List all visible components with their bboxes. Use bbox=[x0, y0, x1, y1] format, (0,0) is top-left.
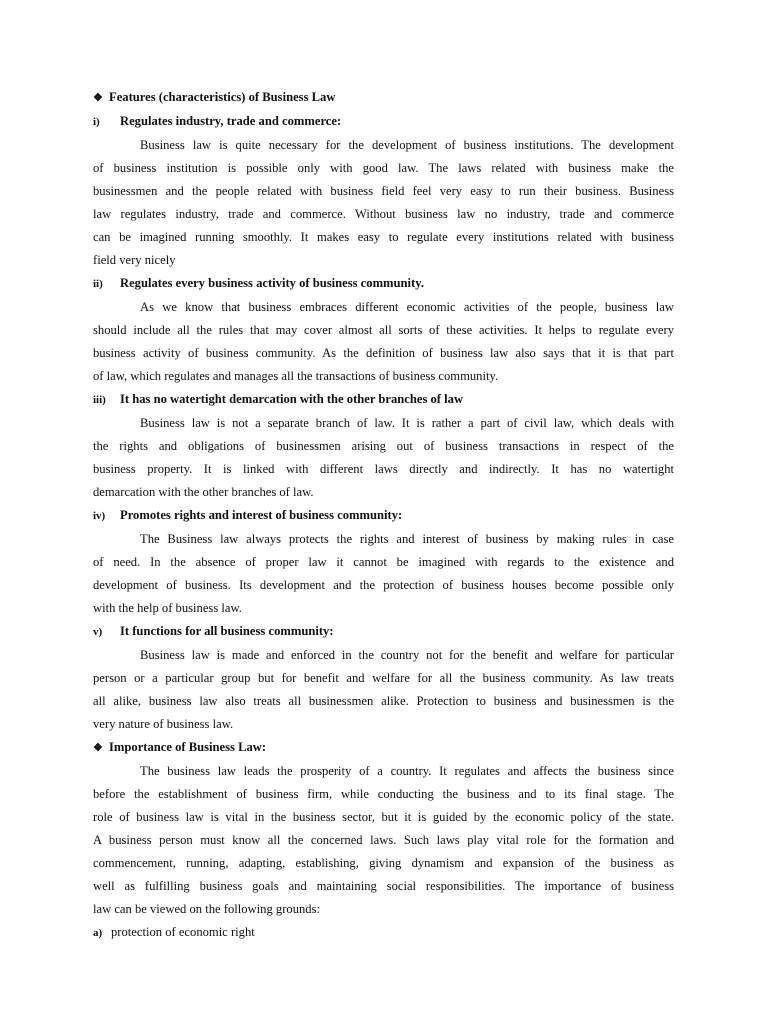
paragraph-line: all alike, business law also treats all businessmen alike. Protection to business and businessmen is the bbox=[93, 694, 674, 708]
paragraph-line: with the help of business law. bbox=[93, 601, 242, 615]
paragraph-line: development of business. Its development and the protection of business houses become possible only bbox=[93, 578, 674, 592]
paragraph-line: well as fulfilling business goals and maintaining social responsibilities. The importance of business bbox=[93, 879, 674, 893]
importance-paragraph bbox=[93, 760, 674, 921]
paragraph-line: the rights and obligations of businessmen arising out of business transactions in respect of the bbox=[93, 439, 674, 453]
section-title-text: Features (characteristics) of Business Law bbox=[109, 90, 336, 104]
paragraph-line: As we know that business embraces different economic activities of the people, business law bbox=[140, 300, 674, 314]
paragraph-line: The business law leads the prosperity of a country. It regulates and affects the business since bbox=[140, 764, 674, 778]
feature-heading-text: It functions for all business community: bbox=[120, 624, 334, 638]
paragraph-line: Business law is quite necessary for the development of business institutions. The development bbox=[140, 138, 674, 152]
feature-heading bbox=[93, 388, 674, 412]
paragraph-line: Business law is made and enforced in the country not for the benefit and welfare for particular bbox=[140, 648, 674, 662]
feature-number: ii) bbox=[93, 278, 103, 290]
paragraph-line: commencement, running, adapting, establishing, giving dynamism and expansion of the business as bbox=[93, 856, 674, 870]
paragraph-line: Business law is not a separate branch of law. It is rather a part of civil law, which deals with bbox=[140, 416, 674, 430]
paragraph-line: role of business law is vital in the business sector, but it is guided by the economic policy of the state. bbox=[93, 810, 674, 824]
feature-number: iv) bbox=[93, 510, 106, 522]
paragraph-line: The Business law always protects the rights and interest of business by making rules in case bbox=[140, 532, 674, 546]
feature-paragraph bbox=[93, 296, 674, 388]
list-item-text: protection of economic right bbox=[111, 925, 255, 939]
paragraph-line: business activity of business community. As the definition of business law also says that it is that part bbox=[93, 346, 674, 360]
feature-number: i) bbox=[93, 116, 100, 128]
feature-paragraph bbox=[93, 412, 674, 504]
diamond-bullet-icon: ❖ bbox=[93, 92, 103, 104]
document-content bbox=[93, 86, 674, 945]
list-item bbox=[93, 921, 674, 945]
feature-number: iii) bbox=[93, 394, 106, 406]
paragraph-line: person or a particular group but for benefit and welfare for all the business community. As law treats bbox=[93, 671, 674, 685]
feature-heading bbox=[93, 504, 674, 528]
feature-heading-text: Regulates industry, trade and commerce: bbox=[120, 114, 342, 128]
paragraph-line: should include all the rules that may cover almost all sorts of these activities. It helps to regulate every bbox=[93, 323, 674, 337]
feature-paragraph bbox=[93, 528, 674, 620]
paragraph-line: law regulates industry, trade and commerce. Without business law no industry, trade and commerce bbox=[93, 207, 674, 221]
paragraph-line: very nature of business law. bbox=[93, 717, 234, 731]
feature-heading-text: Promotes rights and interest of business community: bbox=[120, 508, 403, 522]
paragraph-line: demarcation with the other branches of law. bbox=[93, 485, 314, 499]
importance-heading-text: Importance of Business Law: bbox=[109, 740, 267, 754]
importance-heading bbox=[93, 736, 674, 760]
diamond-bullet-icon: ❖ bbox=[93, 742, 103, 754]
paragraph-line: law can be viewed on the following grounds: bbox=[93, 902, 320, 916]
feature-heading-text: Regulates every business activity of business community. bbox=[120, 276, 425, 290]
feature-number: v) bbox=[93, 626, 103, 638]
paragraph-line: A business person must know all the concerned laws. Such laws play vital role for the formation and bbox=[93, 833, 674, 847]
paragraph-line: field very nicely bbox=[93, 253, 176, 267]
paragraph-line: of need. In the absence of proper law it cannot be imagined with regards to the existence and bbox=[93, 555, 674, 569]
feature-heading-text: It has no watertight demarcation with the other branches of law bbox=[120, 392, 464, 406]
paragraph-line: of law, which regulates and manages all the transactions of business community. bbox=[93, 369, 499, 383]
feature-heading bbox=[93, 110, 674, 134]
feature-heading bbox=[93, 272, 674, 296]
feature-paragraph bbox=[93, 644, 674, 736]
paragraph-line: of business institution is possible only with good law. The laws related with business make the bbox=[93, 161, 674, 175]
paragraph-line: business property. It is linked with different laws directly and indirectly. It has no watertight bbox=[93, 462, 674, 476]
paragraph-line: can be imagined running smoothly. It makes easy to regulate every institutions related with business bbox=[93, 230, 674, 244]
feature-heading bbox=[93, 620, 674, 644]
paragraph-line: before the establishment of business firm, while conducting the business and to its final stage. The bbox=[93, 787, 674, 801]
section-title bbox=[93, 86, 674, 110]
list-item-label: a) bbox=[93, 927, 103, 939]
paragraph-line: businessmen and the people related with business field feel very easy to run their business. Business bbox=[93, 184, 674, 198]
feature-paragraph bbox=[93, 134, 674, 272]
